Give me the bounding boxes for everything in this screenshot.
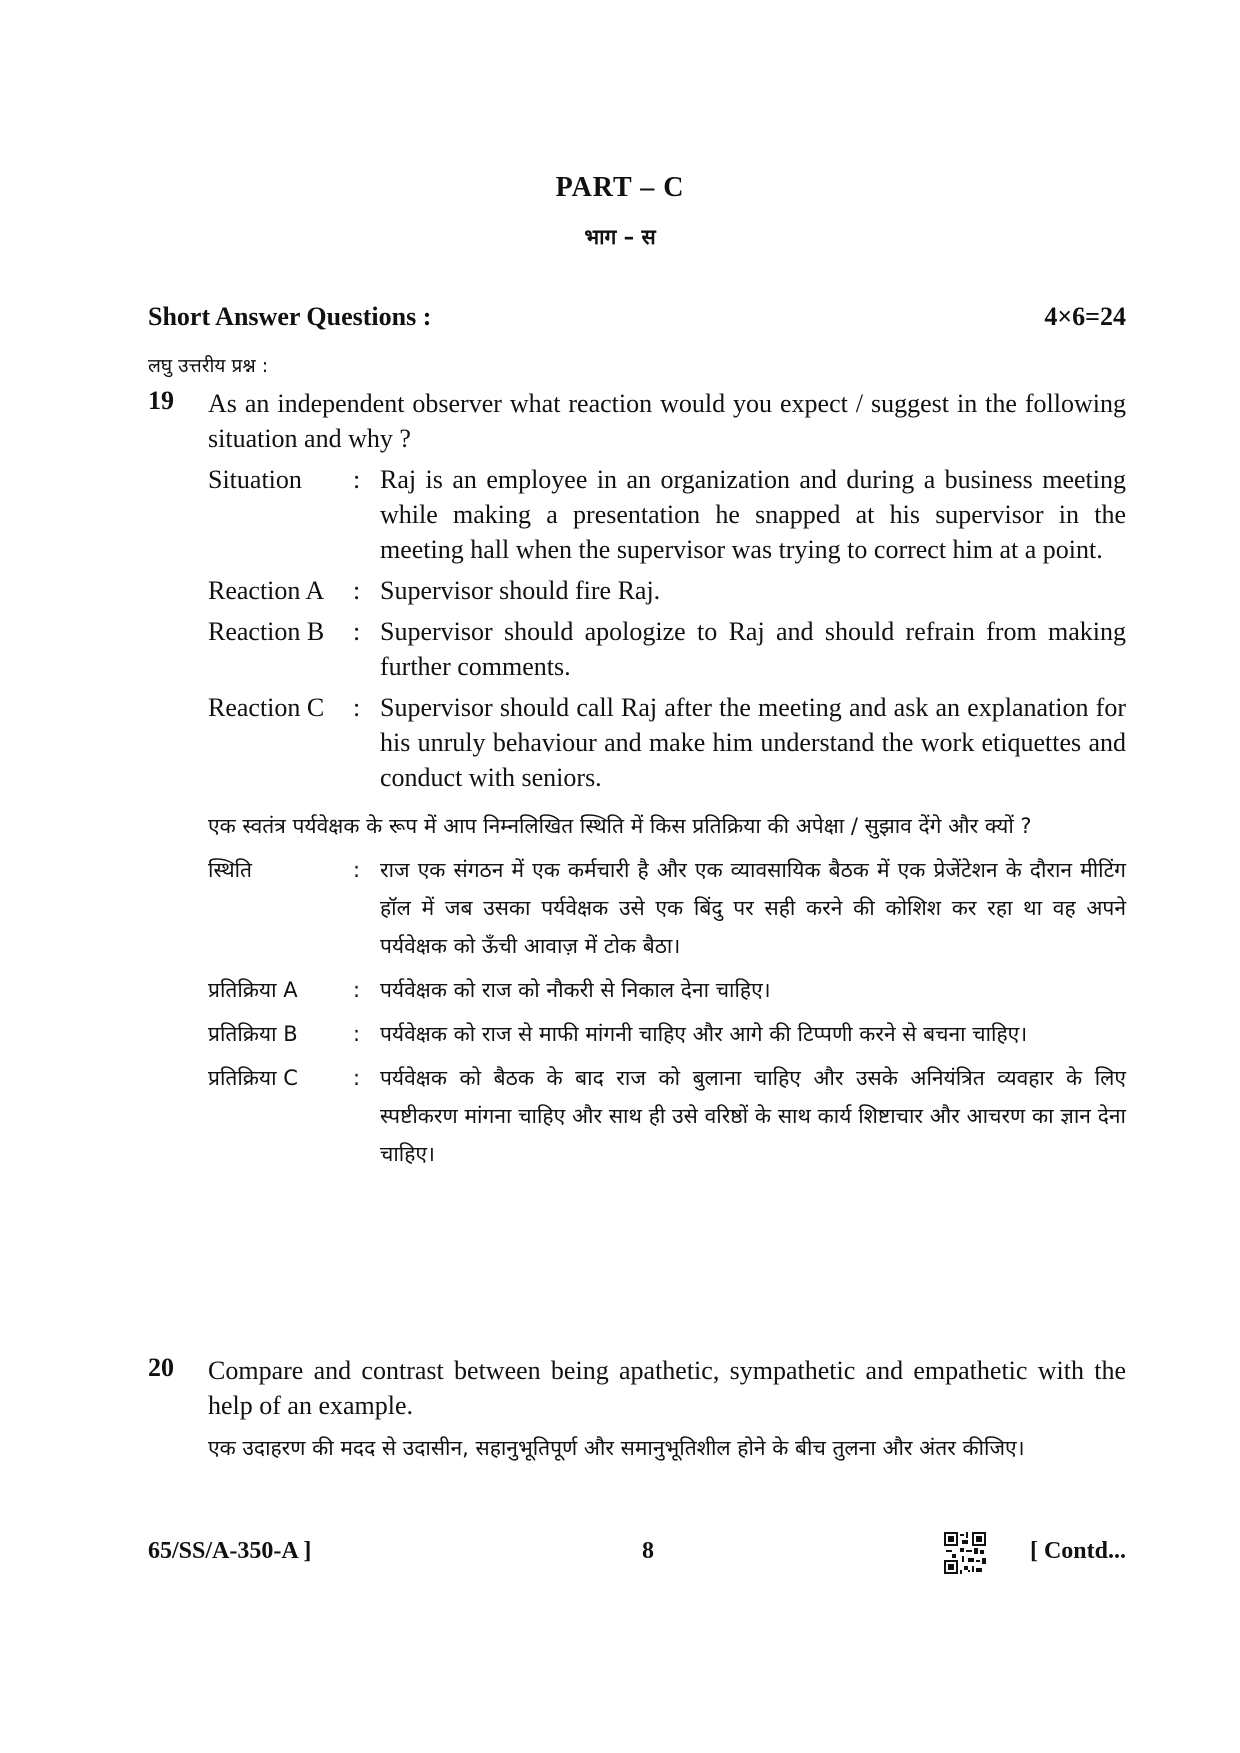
section-title-hindi: लघु उत्तरीय प्रश्न : <box>148 355 269 377</box>
colon: : <box>353 1066 361 1090</box>
reaction-b-text: Supervisor should apologize to Raj and should refrain from making further comments. <box>380 617 1126 681</box>
colon: : <box>353 617 361 646</box>
reaction-b-label-hindi: प्रतिक्रिया B <box>208 1022 298 1046</box>
section-title: Short Answer Questions : <box>148 302 432 331</box>
colon: : <box>353 576 361 605</box>
reaction-b-text-hindi: पर्यवेक्षक को राज से माफी मांगनी चाहिए और आगे की टिप्पणी करने से बचना चाहिए। <box>380 1022 1028 1046</box>
reaction-a-label-hindi: प्रतिक्रिया A <box>208 978 298 1002</box>
question-text: Compare and contrast between being apathetic, sympathetic and empathetic with the help of an example. <box>208 1356 1126 1420</box>
colon: : <box>353 465 361 494</box>
colon: : <box>353 693 361 722</box>
question-text-hindi: एक उदाहरण की मदद से उदासीन, सहानुभूतिपूर्ण और समानुभूतिशील होने के बीच तुलना और अंतर कीजिए। <box>208 1436 1025 1460</box>
reaction-c-label: Reaction C <box>208 693 325 722</box>
colon: : <box>353 1022 361 1046</box>
question-body <box>208 386 1126 1173</box>
question-body <box>208 1353 1126 1467</box>
reaction-c-text-hindi: पर्यवेक्षक को बैठक के बाद राज को बुलाना चाहिए और उसके अनियंत्रित व्यवहार के लिए स्पष्टीकरण मांगना चाहिए और साथ ही उसे वरिष्ठों के साथ कार्य शिष्टाचार और आचरण का ज्ञान देना चाहिए। <box>380 1066 1126 1166</box>
situation-label: Situation <box>208 465 302 494</box>
question-text: As an independent observer what reaction would you expect / suggest in the following situation and why ? <box>208 389 1126 453</box>
situation-row-hindi <box>208 851 1126 965</box>
reaction-c-row-hindi <box>208 1059 1126 1173</box>
paper-code: 65/SS/A-350-A ] <box>148 1538 312 1564</box>
reaction-b-row <box>208 614 1126 684</box>
colon: : <box>353 978 361 1002</box>
reaction-a-row <box>208 573 1126 608</box>
question-number: 19 <box>148 386 174 415</box>
page-number: 8 <box>642 1538 654 1564</box>
question-number: 20 <box>148 1353 174 1382</box>
reaction-b-row-hindi <box>208 1015 1126 1053</box>
colon: : <box>353 858 361 882</box>
continued-label: [ Contd... <box>1029 1538 1126 1564</box>
reaction-c-label-hindi: प्रतिक्रिया C <box>208 1066 298 1090</box>
reaction-a-row-hindi <box>208 971 1126 1009</box>
page-footer <box>148 1538 1126 1578</box>
question-text-hindi: एक स्वतंत्र पर्यवेक्षक के रूप में आप निम्नलिखित स्थिति में किस प्रतिक्रिया की अपेक्षा / सुझाव देंगे और क्यों ? <box>208 814 1032 838</box>
reaction-a-text: Supervisor should fire Raj. <box>380 576 661 605</box>
part-title: PART – C <box>555 172 685 203</box>
reaction-a-text-hindi: पर्यवेक्षक को राज को नौकरी से निकाल देना चाहिए। <box>380 978 771 1002</box>
reaction-c-text: Supervisor should call Raj after the meeting and ask an explanation for his unruly behaviour and make him understand the work etiquettes and conduct with seniors. <box>380 693 1126 792</box>
situation-text: Raj is an employee in an organization and during a business meeting while making a presentation he snapped at his supervisor in the meeting hall when the supervisor was trying to correct him at a point. <box>380 465 1126 564</box>
situation-text-hindi: राज एक संगठन में एक कर्मचारी है और एक व्यावसायिक बैठक में एक प्रेजेंटेशन के दौरान मीटिंग हॉल में जब उसका पर्यवेक्षक उसे एक बिंदु पर सही करने की कोशिश कर रहा था वह अपने पर्यवेक्षक को ऊँची आवाज़ में टोक बैठा। <box>380 858 1126 958</box>
reaction-c-row <box>208 690 1126 795</box>
part-title-hindi: भाग – स <box>584 225 656 249</box>
situation-row <box>208 462 1126 567</box>
section-heading <box>148 302 1126 332</box>
situation-label-hindi: स्थिति <box>208 858 253 882</box>
section-marks: 4×6=24 <box>1044 302 1126 331</box>
qr-code-icon <box>944 1532 986 1574</box>
reaction-b-label: Reaction B <box>208 617 325 646</box>
reaction-a-label: Reaction A <box>208 576 325 605</box>
